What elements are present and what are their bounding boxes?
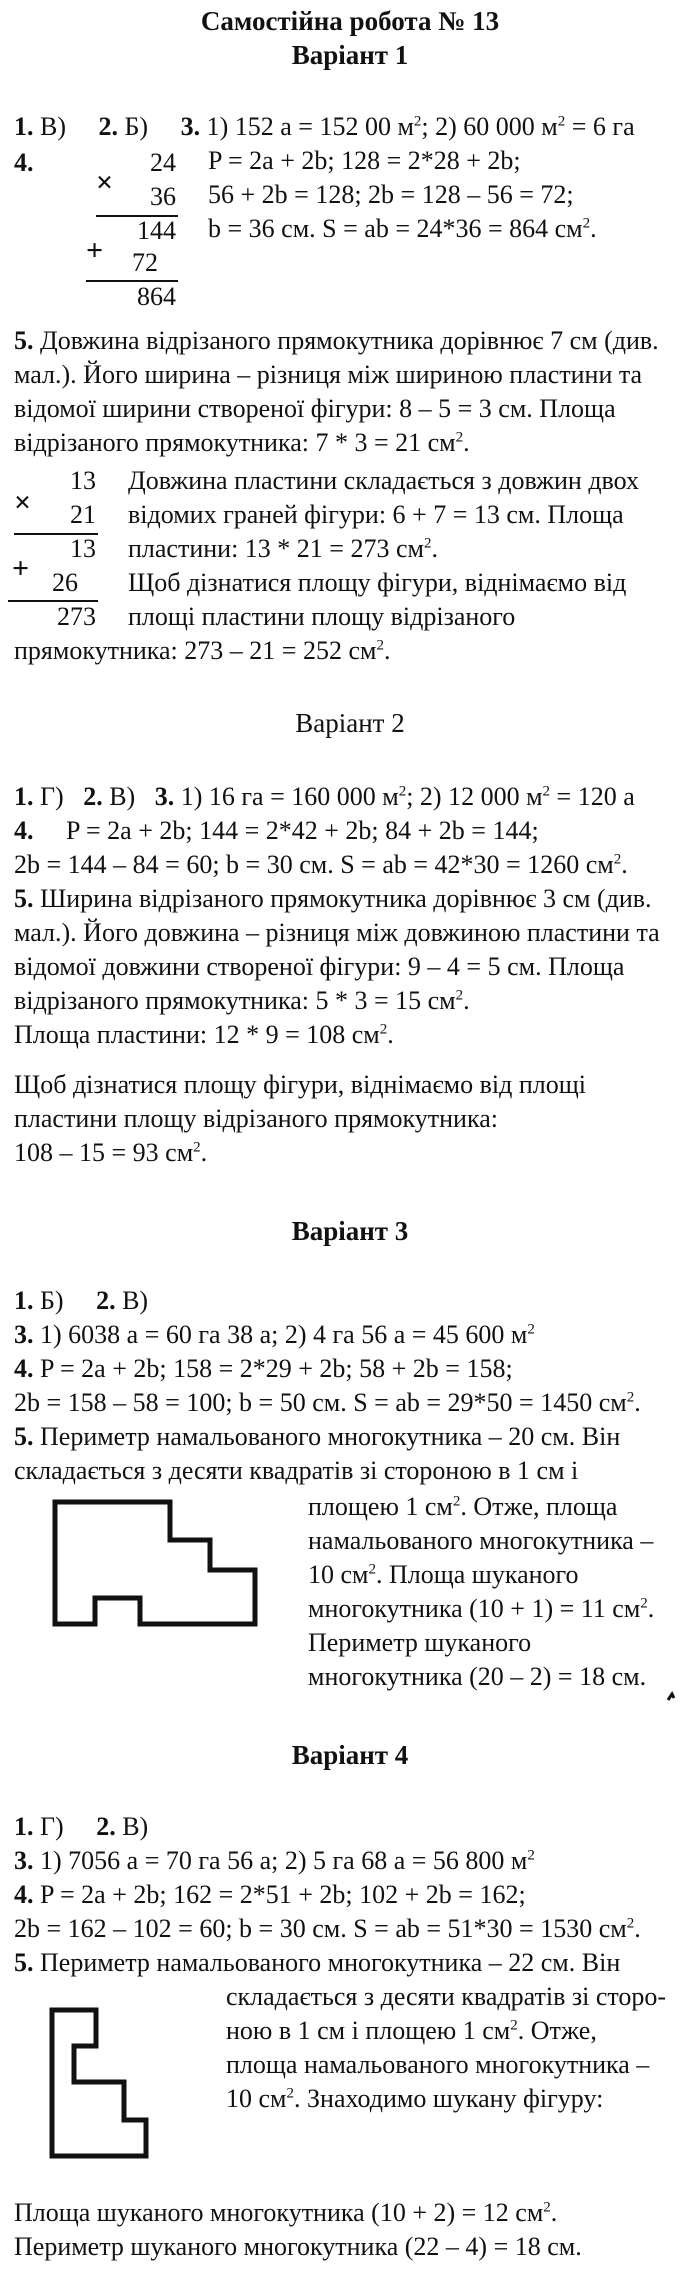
v4-task-5-line-1: 5. Периметр намальованого многокутника – 22 см. Він [14,1948,621,1977]
v4-polygon-figure [52,2010,146,2156]
v3-task-4-line-1: 4. P = 2a + 2b; 158 = 2*29 + 2b; 58 + 2b = 158; [14,1354,513,1383]
v1-equation-3: b = 36 см. S = ab = 24*36 = 864 $см^2$. [208,214,597,243]
v2-answers-1-3: 1. Г) 2. В) 3. 1) 16 га = 160 000 $м^2$; 2) 12 000 $м^2 = 120$ а [14,782,635,811]
v2-task-5-line-3: відомої довжини створеної фігури: 9 – 4 = 5 см. Площа [14,952,625,981]
v2-task-4-line-1: 4. P = 2a + 2b; 144 = 2*42 + 2b; 84 + 2b = 144; [14,816,539,845]
v3-task-5-line-1: 5. Периметр намальованого многокутника – 20 см. Він [14,1422,621,1451]
v1-task-5-line-2: мал.). Його ширина – різниця між шириною пластини та [14,360,643,389]
mult2-operand-b: 21 [70,500,96,529]
mult-operand-b: 36 [150,182,176,211]
scan-mark [668,1694,674,1700]
v2-task-5-line-4: відрізаного прямокутника: 5 * 3 = 15 $см^2$. [14,986,470,1015]
mult2-operand-a: 13 [70,466,96,495]
v3-task-5-line-3: площею 1 $см^2$. Отже, площа [308,1492,618,1521]
v1-task-5-line-4: відрізаного прямокутника: 7 * 3 = 21 $см^2$. [14,428,470,457]
variant-2-heading: Варіант 2 [295,708,405,738]
mult-operand-a: 24 [150,148,176,177]
page-title: Самостійна робота № 13 [200,6,500,36]
v1-task-5-line-6: відомих граней фігури: 6 + 7 = 13 см. Площа [128,500,624,529]
mult2-partial-2: 26 [52,568,78,597]
v4-task-5-line-7: Периметр шуканого многокутника (22 – 4) = 18 см. [14,2232,582,2261]
v3-polygon-figure [55,1502,255,1624]
v4-task-4-line-2: 2b = 162 – 102 = 60; b = 30 см. S = ab = 51*30 = 1530 $см^2$. [14,1914,641,1943]
v1-task-4-number: 4. [14,148,34,177]
v3-task-5-line-8: многокутника (20 – 2) = 18 см. [308,1662,647,1691]
v3-task-5-line-7: Периметр шуканого [308,1628,532,1657]
v4-task-5-line-4: площа намальованого многокутника – [226,2050,650,2079]
v3-task-5-line-5: 10 $см^2$. Площа шуканого [308,1560,579,1589]
v3-task-5-line-4: намальованого многокутника – [308,1526,654,1555]
v1-task-5-line-8: Щоб дізнатися площу фігури, віднімаємо від [128,568,627,597]
v4-task-5-line-2: складається з десяти квадратів зі сторо- [226,1982,667,2011]
v3-task-5-line-6: многокутника (10 + 1) = 11 $см^2$. [308,1594,655,1623]
v1-task-5-line-1: 5. Довжина відрізаного прямокутника дорівнює 7 см (див. [14,326,659,355]
v1-task-5-line-3: відомої ширини створеної фігури: 8 – 5 = 3 см. Площа [14,394,616,423]
v2-task-5-line-2: мал.). Його довжина – різниця між довжиною пластини та [14,918,660,947]
v3-task-5-line-2: складається з десяти квадратів зі стороною в 1 см і [14,1456,579,1485]
v2-task-4-line-2: 2b = 144 – 84 = 60; b = 30 см. S = ab = 42*30 = 1260 $см^2$. [14,850,628,879]
v4-task-3: 3. 1) 7056 а = 70 га 56 а; 2) 5 га 68 а = 56 800 $м^2$ [14,1846,535,1875]
mult-result: 864 [137,282,176,311]
variant-4-heading: Варіант 4 [291,1740,409,1770]
v3-task-4-line-2: 2b = 158 – 58 = 100; b = 50 см. S = ab = 29*50 = 1450 $см^2$. [14,1388,641,1417]
v1-task-5-line-7: пластини: 13 * 21 = 273 $см^2$. [128,534,438,563]
plus-sign-icon: + [86,234,104,267]
mult2-partial-1: 13 [70,534,96,563]
mult-partial-2: 72 [132,248,158,277]
variant-3-heading: Варіант 3 [291,1216,409,1246]
v1-task-5-line-5: Довжина пластини складається з довжин двох [128,466,639,495]
v1-answers-1-3: 1. В) 2. Б) 3. 1) 152 а = 152 00 $м^2$; 2) 60 000 $м^2 = 6$ га [14,112,635,141]
v4-answers-1-2: 1. Г) 2. В) [14,1812,149,1841]
v1-equation-2: 56 + 2b = 128; 2b = 128 – 56 = 72; [208,180,574,209]
v4-task-5-line-6: Площа шуканого многокутника (10 + 2) = 12 $см^2$. [14,2198,558,2227]
v4-task-5-line-5: 10 $см^2$. Знаходимо шукану фігуру: [226,2084,604,2113]
v2-task-5-line-6: Щоб дізнатися площу фігури, віднімаємо від площі [14,1070,586,1099]
variant-1-heading: Варіант 1 [291,40,409,70]
v3-task-3: 3. 1) 6038 а = 60 га 38 а; 2) 4 га 56 а = 45 600 $м^2$ [14,1320,535,1349]
v1-equation-1: P = 2a + 2b; 128 = 2*28 + 2b; [208,146,521,175]
mult2-result: 273 [57,602,96,631]
v2-task-5-line-5: Площа пластини: 12 * 9 = 108 $см^2$. [14,1020,394,1049]
v2-task-5-line-8: 108 – 15 = 93 $см^2$. [14,1138,208,1167]
mult-partial-1: 144 [137,216,176,245]
multiply-sign-icon: × [14,486,32,519]
v2-task-5-line-1: 5. Ширина відрізаного прямокутника дорівнює 3 см (див. [14,884,652,913]
v1-task-5-line-9: площі пластини площу відрізаного [128,602,516,631]
plus-sign-icon: + [12,552,30,585]
multiply-sign-icon: × [96,166,114,199]
v4-task-4-line-1: 4. P = 2a + 2b; 162 = 2*51 + 2b; 102 + 2b = 162; [14,1880,526,1909]
v3-answers-1-2: 1. Б) 2. В) [14,1286,149,1315]
v4-task-5-line-3: ною в 1 см і площею 1 $см^2$. Отже, [226,2016,597,2045]
v2-task-5-line-7: пластини площу відрізаного прямокутника: [14,1104,498,1133]
v1-task-5-line-10: прямокутника: 273 – 21 = 252 $см^2$. [14,636,391,665]
